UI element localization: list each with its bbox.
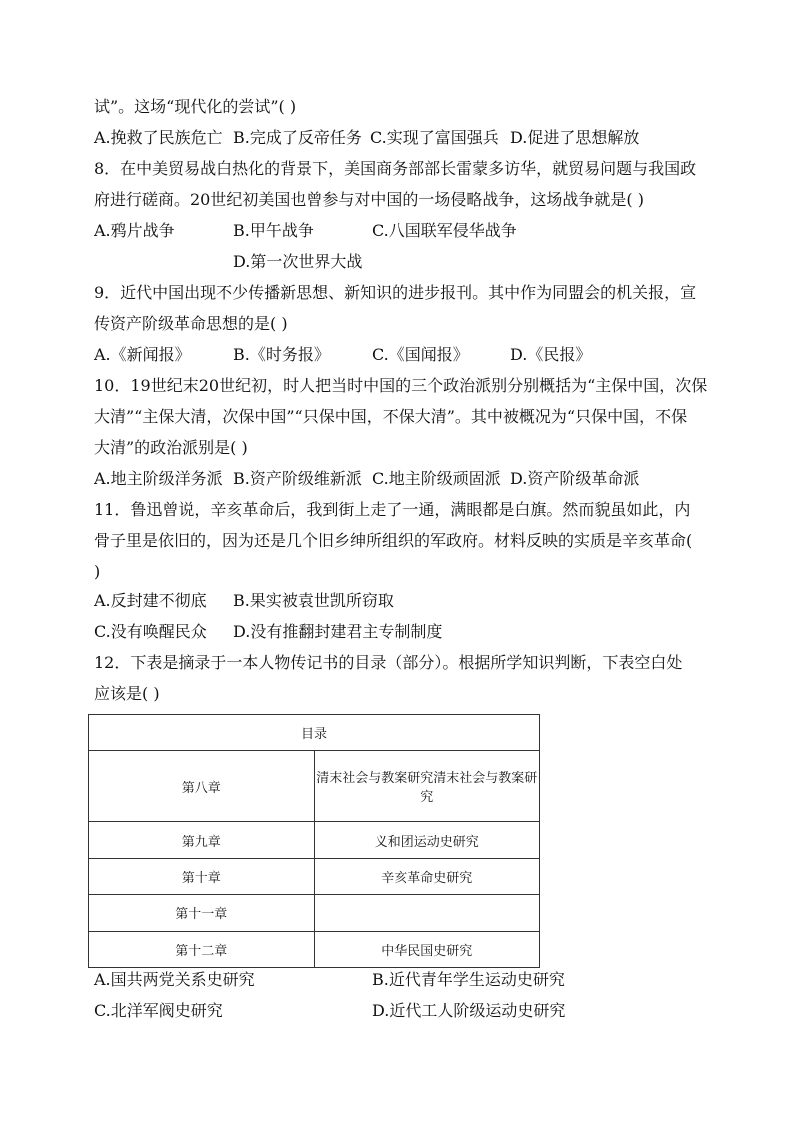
q11-stem-line3: ) [94, 562, 101, 581]
q12-option-a: A.国共两党关系史研究 [94, 970, 255, 989]
q7-stem-tail: 试”。这场“现代化的尝试”( ) [94, 97, 297, 116]
q10-stem-line2: 大清”“主保大清，次保中国”“只保中国，不保大清”。其中被概况为“只保中国，不保 [94, 407, 688, 426]
table-header: 目录 [89, 715, 540, 751]
q12-option-b: B.近代青年学生运动史研究 [372, 970, 565, 989]
q8-option-a: A.鸦片战争 [94, 221, 175, 240]
q8-option-b: B.甲午战争 [233, 221, 314, 240]
q9-option-b: B.《时务报》 [233, 345, 330, 364]
q10-stem-line3: 大清”的政治派别是( ) [94, 438, 248, 457]
q9-option-a: A.《新闻报》 [94, 345, 191, 364]
table-row [89, 751, 540, 822]
q9-stem-line2: 传资产阶级革命思想的是( ) [94, 314, 288, 333]
q8-stem-line1: 8．在中美贸易战白热化的背景下，美国商务部部长雷蒙多访华，就贸易问题与我国政 [94, 159, 697, 178]
q12-stem-line1: 12．下表是摘录于一本人物传记书的目录（部分）。根据所学知识判断，下表空白处 [94, 653, 683, 672]
table-row [89, 858, 540, 894]
chapter-title: 清末社会与教案研究清末社会与教案研究 [314, 751, 540, 822]
q11-stem-line1: 11．鲁迅曾说，辛亥革命后，我到街上走了一通，满眼都是白旗。然而貌虽如此，内 [94, 500, 691, 519]
q11-option-b: B.果实被袁世凯所窃取 [233, 591, 394, 610]
q10-option-b: B.资产阶级维新派 [233, 469, 362, 488]
table-row [89, 895, 540, 931]
q7-option-c: C.实现了富国强兵 [370, 128, 499, 147]
q8-option-c: C.八国联军侵华战争 [372, 221, 517, 240]
q9-option-c: C.《国闻报》 [372, 345, 469, 364]
chapter-title-blank [314, 895, 540, 931]
table-row [89, 822, 540, 858]
q10-option-d: D.资产阶级革命派 [510, 469, 640, 488]
chapter-label: 第九章 [89, 822, 315, 858]
q12-option-d: D.近代工人阶级运动史研究 [372, 1001, 566, 1020]
q10-option-c: C.地主阶级顽固派 [372, 469, 501, 488]
table-of-contents [88, 714, 540, 968]
q9-option-d: D.《民报》 [510, 345, 592, 364]
q10-stem-line1: 10．19世纪末20世纪初，时人把当时中国的三个政治派别分别概括为“主保中国，次保 [94, 376, 708, 395]
chapter-title: 辛亥革命史研究 [314, 858, 540, 894]
chapter-label: 第十一章 [89, 895, 315, 931]
q11-option-d: D.没有推翻封建君主专制制度 [233, 622, 443, 641]
chapter-title: 义和团运动史研究 [314, 822, 540, 858]
table-row [89, 931, 540, 967]
q7-option-b: B.完成了反帝任务 [233, 128, 362, 147]
q8-option-d: D.第一次世界大战 [233, 252, 363, 271]
q7-option-d: D.促进了思想解放 [510, 128, 640, 147]
q12-stem-line2: 应该是( ) [94, 684, 160, 703]
q11-option-a: A.反封建不彻底 [94, 591, 207, 610]
chapter-label: 第十二章 [89, 931, 315, 967]
q9-stem-line1: 9．近代中国出现不少传播新思想、新知识的进步报刊。其中作为同盟会的机关报，宣 [94, 283, 697, 302]
q11-stem-line2: 骨子里是依旧的，因为还是几个旧乡绅所组织的军政府。材料反映的实质是辛亥革命( [94, 531, 693, 550]
q11-option-c: C.没有唤醒民众 [94, 622, 207, 641]
chapter-label: 第十章 [89, 858, 315, 894]
q10-option-a: A.地主阶级洋务派 [94, 469, 223, 488]
q8-stem-line2: 府进行磋商。20世纪初美国也曾参与对中国的一场侵略战争，这场战争就是( ) [94, 190, 644, 209]
q7-option-a: A.挽救了民族危亡 [94, 128, 223, 147]
table-header-row [89, 715, 540, 751]
q12-option-c: C.北洋军阀史研究 [94, 1001, 223, 1020]
chapter-title: 中华民国史研究 [314, 931, 540, 967]
chapter-label: 第八章 [89, 751, 315, 822]
